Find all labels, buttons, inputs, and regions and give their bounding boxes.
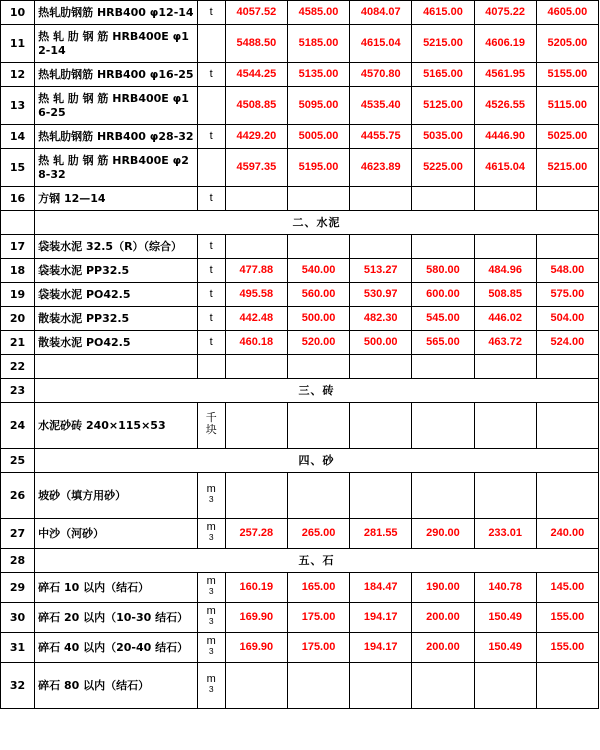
price-cell: 4597.35 — [225, 149, 287, 187]
price-cell: 5205.00 — [536, 25, 598, 63]
price-cell — [287, 235, 349, 259]
unit-cell — [197, 355, 225, 379]
price-cell — [474, 187, 536, 211]
price-cell: 4605.00 — [536, 1, 598, 25]
table-row — [1, 87, 599, 125]
material-name: 散装水泥 PP32.5 — [35, 307, 198, 331]
unit-cell: m 3 — [197, 519, 225, 549]
table-row — [1, 259, 599, 283]
price-cell — [412, 663, 474, 709]
unit-cell: m 3 — [197, 473, 225, 519]
price-cell: 4508.85 — [225, 87, 287, 125]
row-number: 30 — [1, 603, 35, 633]
price-cell: 540.00 — [287, 259, 349, 283]
material-name: 袋装水泥 32.5（R）（综合） — [35, 235, 198, 259]
price-cell: 482.30 — [350, 307, 412, 331]
price-cell: 524.00 — [536, 331, 598, 355]
row-number: 26 — [1, 473, 35, 519]
row-number: 28 — [1, 549, 35, 573]
price-cell: 545.00 — [412, 307, 474, 331]
row-number: 25 — [1, 449, 35, 473]
price-cell — [225, 187, 287, 211]
price-cell: 513.27 — [350, 259, 412, 283]
price-cell: 290.00 — [412, 519, 474, 549]
price-cell — [350, 187, 412, 211]
unit-cell: t — [197, 235, 225, 259]
material-name: 热轧肋钢筋 HRB400 φ28-32 — [35, 125, 198, 149]
price-cell: 5115.00 — [536, 87, 598, 125]
table-row — [1, 283, 599, 307]
price-cell: 265.00 — [287, 519, 349, 549]
section-header: 二、水泥 — [35, 211, 599, 235]
material-name: 碎石 80 以内（结石） — [35, 663, 198, 709]
unit-cell: t — [197, 283, 225, 307]
row-number: 19 — [1, 283, 35, 307]
price-cell: 5005.00 — [287, 125, 349, 149]
price-cell: 233.01 — [474, 519, 536, 549]
unit-cell: t — [197, 1, 225, 25]
unit-cell: t — [197, 331, 225, 355]
row-number: 20 — [1, 307, 35, 331]
price-cell: 5025.00 — [536, 125, 598, 149]
price-cell — [474, 473, 536, 519]
unit-cell — [197, 87, 225, 125]
row-number — [1, 211, 35, 235]
row-number: 31 — [1, 633, 35, 663]
price-cell: 560.00 — [287, 283, 349, 307]
price-cell — [287, 473, 349, 519]
price-cell: 160.19 — [225, 573, 287, 603]
table-row — [1, 519, 599, 549]
row-number: 16 — [1, 187, 35, 211]
price-cell: 5135.00 — [287, 63, 349, 87]
table-row — [1, 125, 599, 149]
price-cell — [412, 403, 474, 449]
price-cell — [474, 663, 536, 709]
row-number: 11 — [1, 25, 35, 63]
material-name: 中沙（河砂） — [35, 519, 198, 549]
price-cell — [536, 235, 598, 259]
table-row — [1, 473, 599, 519]
table-row — [1, 149, 599, 187]
price-cell: 4623.89 — [350, 149, 412, 187]
price-cell: 194.17 — [350, 633, 412, 663]
price-cell: 565.00 — [412, 331, 474, 355]
row-number: 17 — [1, 235, 35, 259]
table-row — [1, 307, 599, 331]
price-cell: 495.58 — [225, 283, 287, 307]
price-cell: 5195.00 — [287, 149, 349, 187]
row-number: 21 — [1, 331, 35, 355]
row-number: 14 — [1, 125, 35, 149]
price-cell: 5165.00 — [412, 63, 474, 87]
price-cell: 5125.00 — [412, 87, 474, 125]
price-cell — [225, 473, 287, 519]
price-cell: 194.17 — [350, 603, 412, 633]
unit-cell: m 3 — [197, 603, 225, 633]
price-cell — [350, 663, 412, 709]
material-name: 热 轧 肋 钢 筋 HRB400E φ16-25 — [35, 87, 198, 125]
price-cell: 5035.00 — [412, 125, 474, 149]
price-cell: 150.49 — [474, 633, 536, 663]
price-cell: 240.00 — [536, 519, 598, 549]
table-body — [1, 1, 599, 709]
price-cell — [350, 403, 412, 449]
price-cell: 140.78 — [474, 573, 536, 603]
price-cell — [536, 187, 598, 211]
price-cell: 548.00 — [536, 259, 598, 283]
table-row — [1, 187, 599, 211]
price-cell: 4544.25 — [225, 63, 287, 87]
material-name: 热 轧 肋 钢 筋 HRB400E φ12-14 — [35, 25, 198, 63]
table-row — [1, 663, 599, 709]
price-cell — [350, 355, 412, 379]
price-cell: 4084.07 — [350, 1, 412, 25]
price-cell: 484.96 — [474, 259, 536, 283]
price-cell: 4615.04 — [350, 25, 412, 63]
price-cell: 460.18 — [225, 331, 287, 355]
unit-cell: t — [197, 307, 225, 331]
price-cell: 446.02 — [474, 307, 536, 331]
table-row — [1, 211, 599, 235]
table-row — [1, 633, 599, 663]
table-row — [1, 63, 599, 87]
price-cell: 5488.50 — [225, 25, 287, 63]
price-cell: 4446.90 — [474, 125, 536, 149]
unit-cell: m 3 — [197, 633, 225, 663]
price-cell: 200.00 — [412, 603, 474, 633]
price-cell — [225, 355, 287, 379]
table-row — [1, 379, 599, 403]
price-cell — [350, 235, 412, 259]
price-cell — [474, 235, 536, 259]
material-name: 热轧肋钢筋 HRB400 φ12-14 — [35, 1, 198, 25]
material-name: 方钢 12—14 — [35, 187, 198, 211]
price-cell: 257.28 — [225, 519, 287, 549]
table-row — [1, 25, 599, 63]
price-cell: 600.00 — [412, 283, 474, 307]
price-cell: 4057.52 — [225, 1, 287, 25]
price-cell — [412, 235, 474, 259]
material-name: 袋装水泥 PP32.5 — [35, 259, 198, 283]
price-cell: 580.00 — [412, 259, 474, 283]
section-header: 五、石 — [35, 549, 599, 573]
price-cell: 145.00 — [536, 573, 598, 603]
price-cell — [225, 663, 287, 709]
unit-cell: m 3 — [197, 573, 225, 603]
material-name: 热 轧 肋 钢 筋 HRB400E φ28-32 — [35, 149, 198, 187]
price-cell — [287, 403, 349, 449]
price-cell: 5095.00 — [287, 87, 349, 125]
material-name: 水泥砂砖 240×115×53 — [35, 403, 198, 449]
price-cell — [412, 473, 474, 519]
price-cell: 184.47 — [350, 573, 412, 603]
price-cell: 500.00 — [287, 307, 349, 331]
price-cell: 281.55 — [350, 519, 412, 549]
material-name: 热轧肋钢筋 HRB400 φ16-25 — [35, 63, 198, 87]
price-cell: 175.00 — [287, 633, 349, 663]
unit-cell: 千 块 — [197, 403, 225, 449]
price-cell: 5215.00 — [412, 25, 474, 63]
table-row — [1, 403, 599, 449]
price-cell: 442.48 — [225, 307, 287, 331]
row-number: 10 — [1, 1, 35, 25]
row-number: 12 — [1, 63, 35, 87]
row-number: 29 — [1, 573, 35, 603]
price-cell — [287, 355, 349, 379]
price-cell: 4561.95 — [474, 63, 536, 87]
row-number: 23 — [1, 379, 35, 403]
price-cell — [412, 187, 474, 211]
price-cell: 504.00 — [536, 307, 598, 331]
price-cell: 4526.55 — [474, 87, 536, 125]
price-cell: 155.00 — [536, 603, 598, 633]
row-number: 15 — [1, 149, 35, 187]
unit-cell: t — [197, 125, 225, 149]
price-cell: 169.90 — [225, 603, 287, 633]
table-row — [1, 235, 599, 259]
material-name: 碎石 40 以内（20-40 结石） — [35, 633, 198, 663]
material-name — [35, 355, 198, 379]
price-cell — [536, 473, 598, 519]
price-cell — [474, 355, 536, 379]
price-cell: 508.85 — [474, 283, 536, 307]
price-cell: 4585.00 — [287, 1, 349, 25]
section-header: 三、砖 — [35, 379, 599, 403]
price-cell — [287, 187, 349, 211]
price-cell: 150.49 — [474, 603, 536, 633]
table-row — [1, 603, 599, 633]
price-cell: 4075.22 — [474, 1, 536, 25]
row-number: 32 — [1, 663, 35, 709]
price-cell: 5185.00 — [287, 25, 349, 63]
price-cell: 155.00 — [536, 633, 598, 663]
price-cell: 4429.20 — [225, 125, 287, 149]
price-cell: 4615.04 — [474, 149, 536, 187]
unit-cell: m 3 — [197, 663, 225, 709]
row-number: 22 — [1, 355, 35, 379]
section-header: 四、砂 — [35, 449, 599, 473]
table-row — [1, 549, 599, 573]
unit-cell — [197, 149, 225, 187]
table-row — [1, 331, 599, 355]
unit-cell: t — [197, 187, 225, 211]
material-name: 碎石 20 以内（10-30 结石） — [35, 603, 198, 633]
price-cell — [474, 403, 536, 449]
price-cell: 520.00 — [287, 331, 349, 355]
price-cell: 530.97 — [350, 283, 412, 307]
price-cell: 4455.75 — [350, 125, 412, 149]
price-cell: 165.00 — [287, 573, 349, 603]
price-cell: 463.72 — [474, 331, 536, 355]
table-row — [1, 449, 599, 473]
table-row — [1, 573, 599, 603]
price-cell: 5215.00 — [536, 149, 598, 187]
table-row — [1, 355, 599, 379]
table-row — [1, 1, 599, 25]
unit-cell — [197, 25, 225, 63]
price-cell — [287, 663, 349, 709]
row-number: 13 — [1, 87, 35, 125]
unit-cell: t — [197, 259, 225, 283]
price-cell: 4606.19 — [474, 25, 536, 63]
price-cell — [225, 235, 287, 259]
price-cell: 500.00 — [350, 331, 412, 355]
material-name: 散装水泥 PO42.5 — [35, 331, 198, 355]
price-cell: 5225.00 — [412, 149, 474, 187]
row-number: 27 — [1, 519, 35, 549]
price-cell — [412, 355, 474, 379]
material-name: 碎石 10 以内（结石） — [35, 573, 198, 603]
price-cell: 175.00 — [287, 603, 349, 633]
price-cell: 190.00 — [412, 573, 474, 603]
material-name: 坡砂（填方用砂） — [35, 473, 198, 519]
price-cell: 575.00 — [536, 283, 598, 307]
price-cell — [350, 473, 412, 519]
unit-cell: t — [197, 63, 225, 87]
price-cell: 4570.80 — [350, 63, 412, 87]
price-cell — [536, 663, 598, 709]
price-cell: 4535.40 — [350, 87, 412, 125]
price-cell: 4615.00 — [412, 1, 474, 25]
price-cell — [536, 355, 598, 379]
price-cell — [225, 403, 287, 449]
price-cell: 200.00 — [412, 633, 474, 663]
price-cell: 477.88 — [225, 259, 287, 283]
price-cell: 5155.00 — [536, 63, 598, 87]
row-number: 18 — [1, 259, 35, 283]
row-number: 24 — [1, 403, 35, 449]
price-cell: 169.90 — [225, 633, 287, 663]
material-name: 袋装水泥 PO42.5 — [35, 283, 198, 307]
price-cell — [536, 403, 598, 449]
